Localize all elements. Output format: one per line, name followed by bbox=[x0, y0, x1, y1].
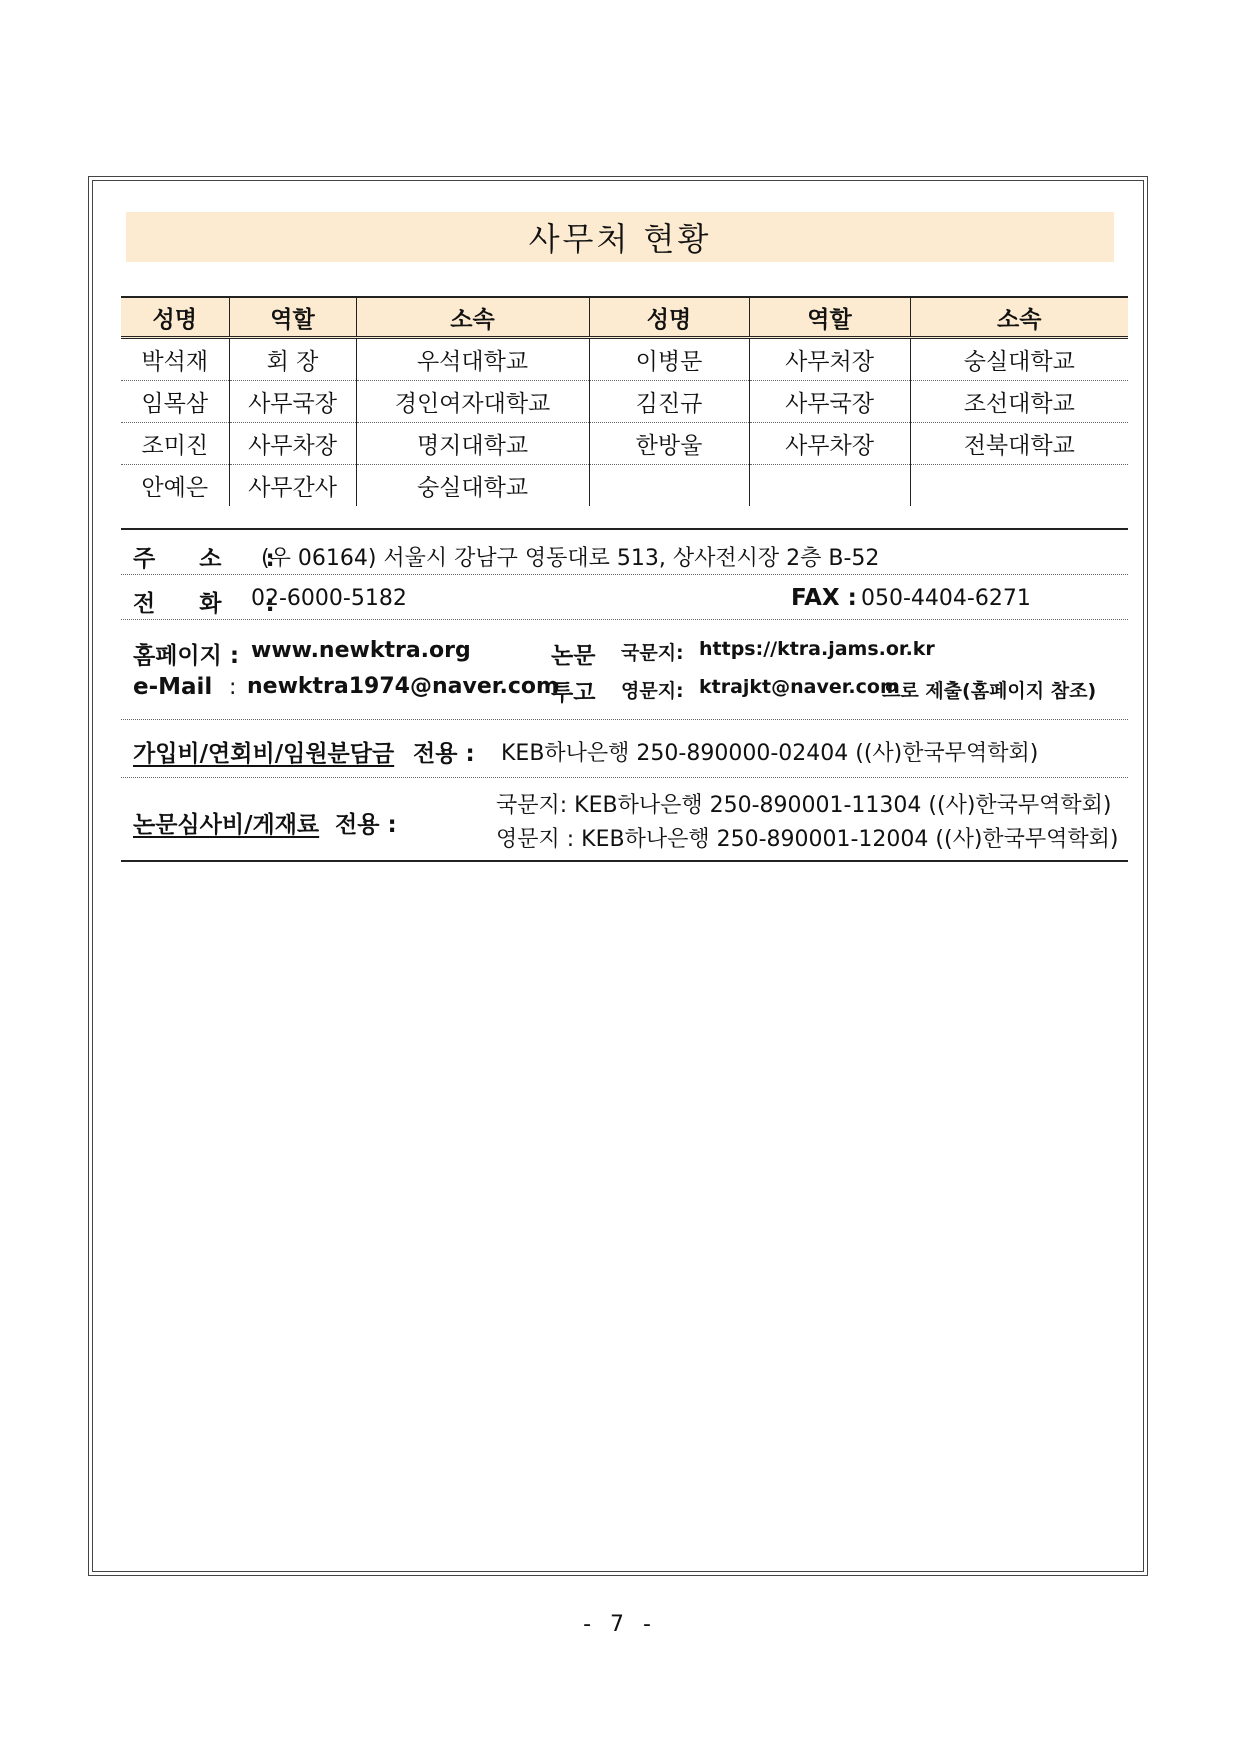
fax-label: FAX : bbox=[791, 585, 857, 611]
table-cell: 박석재 bbox=[121, 338, 229, 381]
fee-label-suffix: 전용 : bbox=[413, 741, 475, 767]
review-label: 논문심사비/게재료 bbox=[133, 812, 320, 838]
fee-account: KEB하나은행 250-890000-02404 ((사)한국무역학회) bbox=[501, 741, 1039, 766]
table-cell: 숭실대학교 bbox=[356, 465, 589, 507]
fee-label: 가입비/연회비/임원분담금 bbox=[133, 741, 395, 767]
table-cell: 사무차장 bbox=[749, 423, 910, 465]
table-cell: 경인여자대학교 bbox=[356, 381, 589, 423]
table-cell: 사무국장 bbox=[229, 381, 356, 423]
table-cell: 조미진 bbox=[121, 423, 229, 465]
review-label-suffix: 전용 : bbox=[335, 812, 397, 838]
table-cell: 한방울 bbox=[589, 423, 749, 465]
table-cell bbox=[749, 465, 910, 507]
kr-journal-label: 국문지: bbox=[621, 642, 684, 664]
address-value: (우 06164) 서울시 강남구 영동대로 513, 상사전시장 2층 B-52 bbox=[261, 546, 880, 571]
table-row bbox=[121, 423, 1128, 465]
table-cell: 김진규 bbox=[589, 381, 749, 423]
email-colon: : bbox=[229, 675, 237, 700]
header-affiliation: 소속 bbox=[356, 297, 589, 338]
review-account-kr: 국문지: KEB하나은행 250-890001-11304 ((사)한국무역학회) bbox=[496, 793, 1112, 818]
header-name: 성명 bbox=[589, 297, 749, 338]
header-affiliation: 소속 bbox=[910, 297, 1128, 338]
table-row bbox=[121, 338, 1128, 381]
fee-row bbox=[121, 720, 1128, 778]
email-link[interactable]: newktra1974@naver.com bbox=[247, 674, 559, 699]
table-cell: 안예은 bbox=[141, 475, 209, 501]
table-header-row bbox=[121, 297, 1128, 338]
page-number: - 7 - bbox=[583, 1612, 657, 1637]
table-cell: 숭실대학교 bbox=[910, 338, 1128, 381]
table-row bbox=[121, 381, 1128, 423]
review-row bbox=[121, 778, 1128, 860]
table-cell: 회 장 bbox=[229, 338, 356, 381]
submission-label-2: 투고 bbox=[551, 680, 596, 706]
phone-value: 02-6000-5182 bbox=[251, 586, 407, 611]
fax-value: 050-4404-6271 bbox=[861, 586, 1031, 611]
table-cell: 사무차장 bbox=[229, 423, 356, 465]
table-cell: 이병문 bbox=[589, 338, 749, 381]
table-cell bbox=[589, 465, 749, 507]
address-row bbox=[121, 530, 1128, 575]
submission-label-1: 논문 bbox=[551, 643, 596, 669]
en-journal-label: 영문지: bbox=[621, 680, 684, 702]
table-cell: 전북대학교 bbox=[910, 423, 1128, 465]
address-label: 주 소 : bbox=[133, 546, 275, 572]
section-title: 사무처 현황 bbox=[126, 212, 1114, 262]
header-role: 역할 bbox=[749, 297, 910, 338]
kr-journal-link[interactable]: https://ktra.jams.or.kr bbox=[699, 638, 935, 660]
phone-label: 전 화 : bbox=[133, 591, 275, 617]
table-cell: 우석대학교 bbox=[356, 338, 589, 381]
web-row bbox=[121, 620, 1128, 720]
en-journal-email[interactable]: ktrajkt@naver.com bbox=[699, 676, 900, 698]
table-row bbox=[121, 465, 1128, 507]
review-account-en: 영문지 : KEB하나은행 250-890001-12004 ((사)한국무역학회) bbox=[496, 827, 1119, 852]
table-cell: 사무처장 bbox=[749, 338, 910, 381]
header-role: 역할 bbox=[229, 297, 356, 338]
header-name: 성명 bbox=[121, 297, 229, 338]
table-cell: 명지대학교 bbox=[356, 423, 589, 465]
table-cell: 사무국장 bbox=[749, 381, 910, 423]
phone-row bbox=[121, 575, 1128, 620]
table-cell: 임목삼 bbox=[121, 381, 229, 423]
contact-info bbox=[121, 528, 1128, 862]
email-label: e-Mail bbox=[133, 674, 213, 700]
en-journal-suffix: 으로 제출(홈페이지 참조) bbox=[882, 680, 1097, 702]
homepage-link[interactable]: www.newktra.org bbox=[251, 638, 471, 663]
homepage-label: 홈페이지 : bbox=[133, 643, 240, 669]
table-cell: 조선대학교 bbox=[910, 381, 1128, 423]
table-cell: 사무간사 bbox=[229, 465, 356, 507]
table-cell bbox=[910, 465, 1128, 507]
staff-table bbox=[121, 296, 1128, 506]
